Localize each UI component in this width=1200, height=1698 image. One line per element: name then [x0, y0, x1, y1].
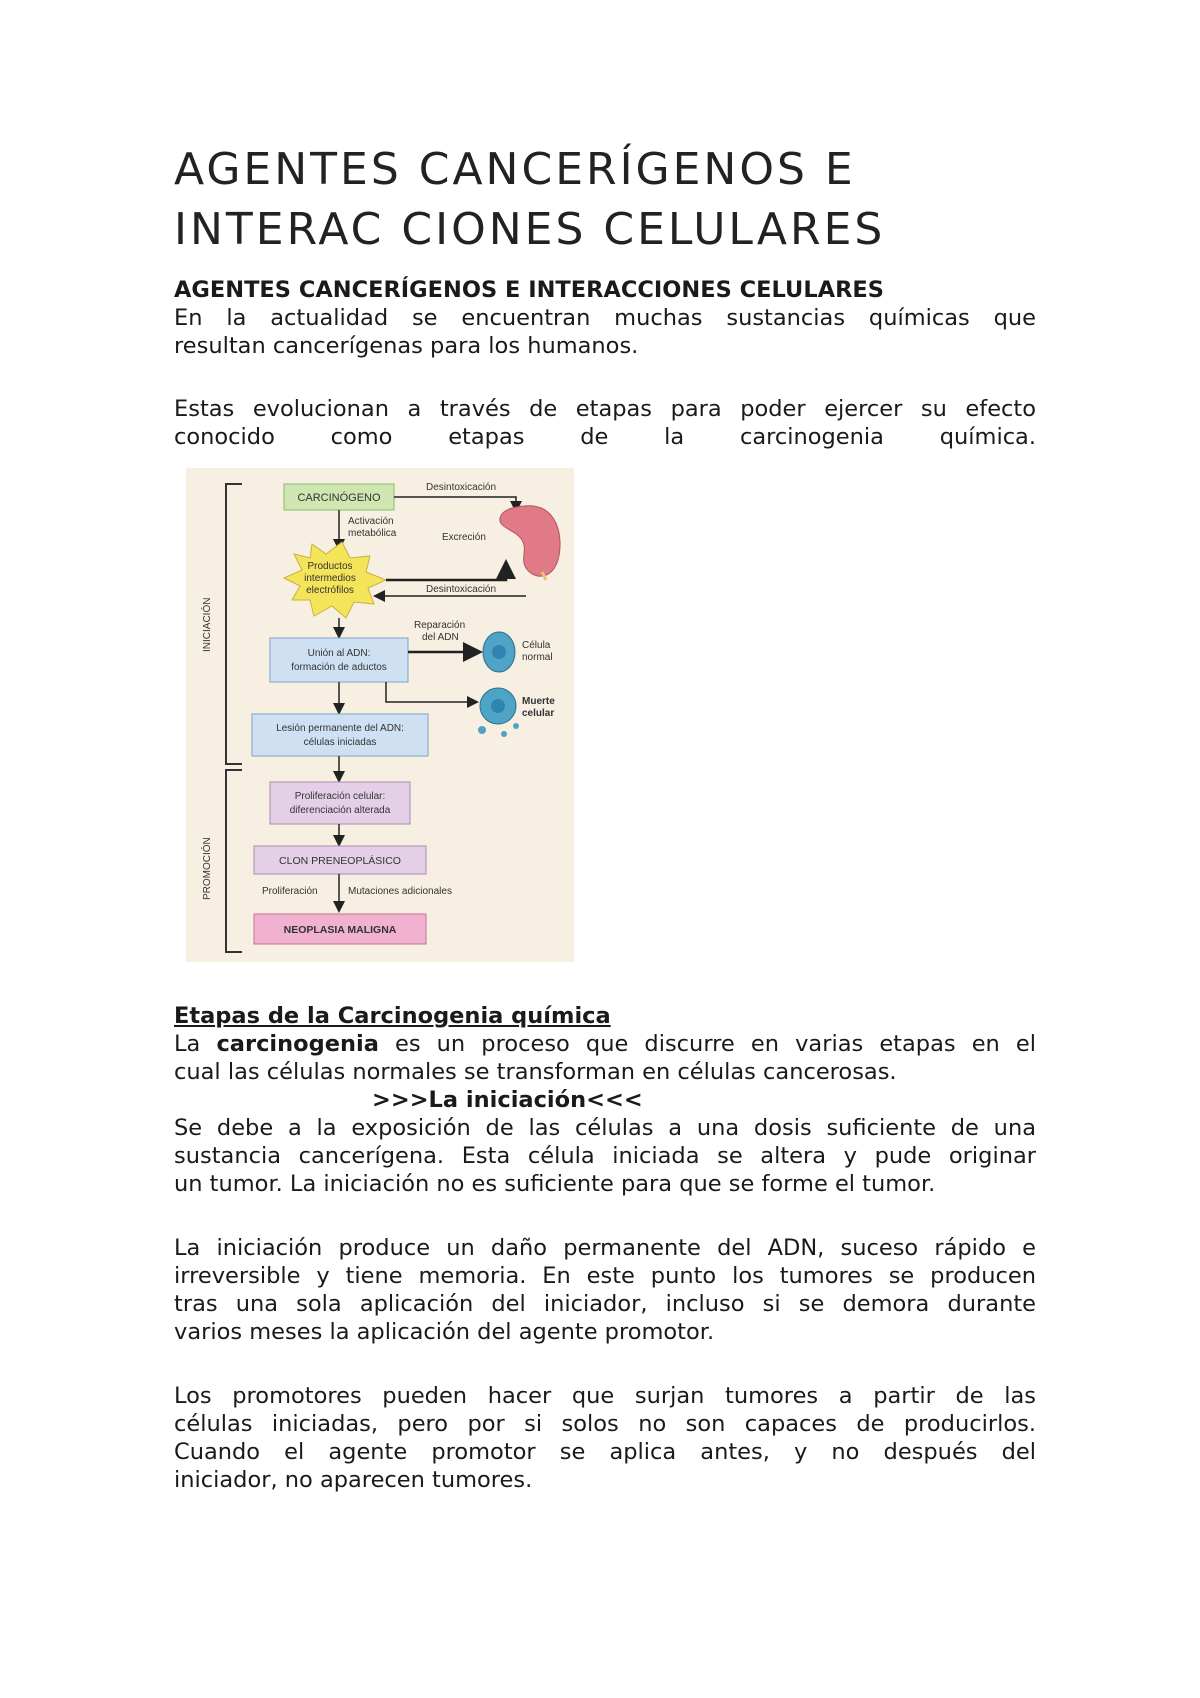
productos-text-3: electrófilos: [306, 585, 354, 596]
repair-text-2: del ADN: [422, 632, 459, 643]
intro-heading: AGENTES CANCERÍGENOS E INTERACCIONES CELULARES: [174, 277, 884, 303]
carcinogenia-term: carcinogenia: [216, 1031, 379, 1057]
clon-text: CLON PRENEOPLÁSICO: [279, 855, 401, 867]
iniciacion-heading: >>>La iniciación<<<: [372, 1087, 643, 1113]
proliferation-box: [270, 782, 410, 824]
muerte-text-1: Muerte: [522, 696, 555, 707]
etapas-paragraph-3: La iniciación produce un daño permanente del ADN, suceso rápido e irreversible y tiene memoria. En este punto los tumores se producen tras una sola aplicación del iniciador, incluso si se demora durante varios meses la aplicación del agente promotor.: [174, 1235, 1036, 1345]
proliferacion-label: Proliferación: [262, 886, 318, 897]
carcinogeno-text: CARCINÓGENO: [297, 492, 381, 504]
iniciacion-bracket: [226, 484, 242, 764]
activation-text-2: metabólica: [348, 528, 397, 539]
celula-text-2: normal: [522, 652, 553, 663]
celula-text-1: Célula: [522, 640, 551, 651]
excretion-arrow: [386, 564, 506, 580]
death-arrow: [386, 682, 476, 702]
intro-section: [174, 276, 1036, 451]
carcinogenesis-diagram: [186, 468, 574, 962]
dead-cell-fragment-3: [513, 723, 519, 729]
neoplasia-text: NEOPLASIA MALIGNA: [283, 924, 397, 936]
kidney-icon: [500, 506, 560, 576]
proliferation-text-2: diferenciación alterada: [289, 805, 391, 816]
muerte-text-2: celular: [522, 708, 555, 719]
dead-cell-fragment-2: [501, 731, 507, 737]
title-line-2: INTERAC CIONES CELULARES: [174, 204, 886, 255]
union-box: [270, 638, 408, 682]
iniciacion-label: INICIACIÓN: [202, 597, 213, 652]
etapas-section: [174, 1002, 1036, 1494]
detox-mid-text: Desintoxicación: [426, 584, 497, 595]
dead-cell-nucleus: [491, 699, 505, 713]
dead-cell-fragment-1: [478, 726, 486, 734]
promocion-label: PROMOCIÓN: [202, 837, 213, 900]
detox-top-text: Desintoxicación: [426, 482, 497, 493]
diagram-svg: [186, 468, 574, 962]
repair-text-1: Reparación: [414, 620, 466, 631]
intro-paragraph-2: Estas evolucionan a través de etapas para poder ejercer su efecto conocido como etapas de la carcinogenia química.: [174, 396, 1036, 450]
detox-top-arrow: [394, 497, 516, 510]
intro-paragraph-1: En la actualidad se encuentran muchas sustancias químicas que resultan cancerígenas para los humanos.: [174, 305, 1036, 359]
union-text-2: formación de aductos: [291, 662, 387, 673]
title-line-1: AGENTES CANCERÍGENOS E: [174, 144, 856, 195]
lesion-text-2: células iniciadas: [303, 737, 377, 748]
lesion-box: [252, 714, 428, 756]
productos-text-1: Productos: [307, 561, 353, 572]
document-title: [174, 140, 1074, 260]
proliferation-text-1: Proliferación celular:: [294, 791, 386, 802]
etapas-paragraph-4: Los promotores pueden hacer que surjan tumores a partir de las células iniciadas, pero por si solos no son capaces de producirlos. Cuando el agente promotor se aplica antes, y no después del iniciador, no aparecen tumores.: [174, 1383, 1036, 1493]
excretion-text: Excreción: [442, 532, 486, 543]
etapas-paragraph-1: La carcinogenia es un proceso que discurre en varias etapas en el cual las células normales se transforman en células cancerosas.: [174, 1031, 1037, 1085]
productos-text-2: intermedios: [304, 573, 356, 584]
etapas-paragraph-2: Se debe a la exposición de las células a una dosis suficiente de una sustancia cancerígena. Esta célula iniciada se altera y pude originar un tumor. La iniciación no es suficiente para que se forme el tumor.: [174, 1115, 1036, 1197]
promocion-bracket: [226, 770, 242, 952]
normal-cell-nucleus: [492, 645, 506, 659]
activation-text-1: Activación: [348, 516, 394, 527]
mutaciones-label: Mutaciones adicionales: [348, 886, 452, 897]
etapas-heading: Etapas de la Carcinogenia química: [174, 1003, 611, 1029]
lesion-text-1: Lesión permanente del ADN:: [276, 723, 404, 734]
union-text-1: Unión al ADN:: [307, 648, 371, 659]
